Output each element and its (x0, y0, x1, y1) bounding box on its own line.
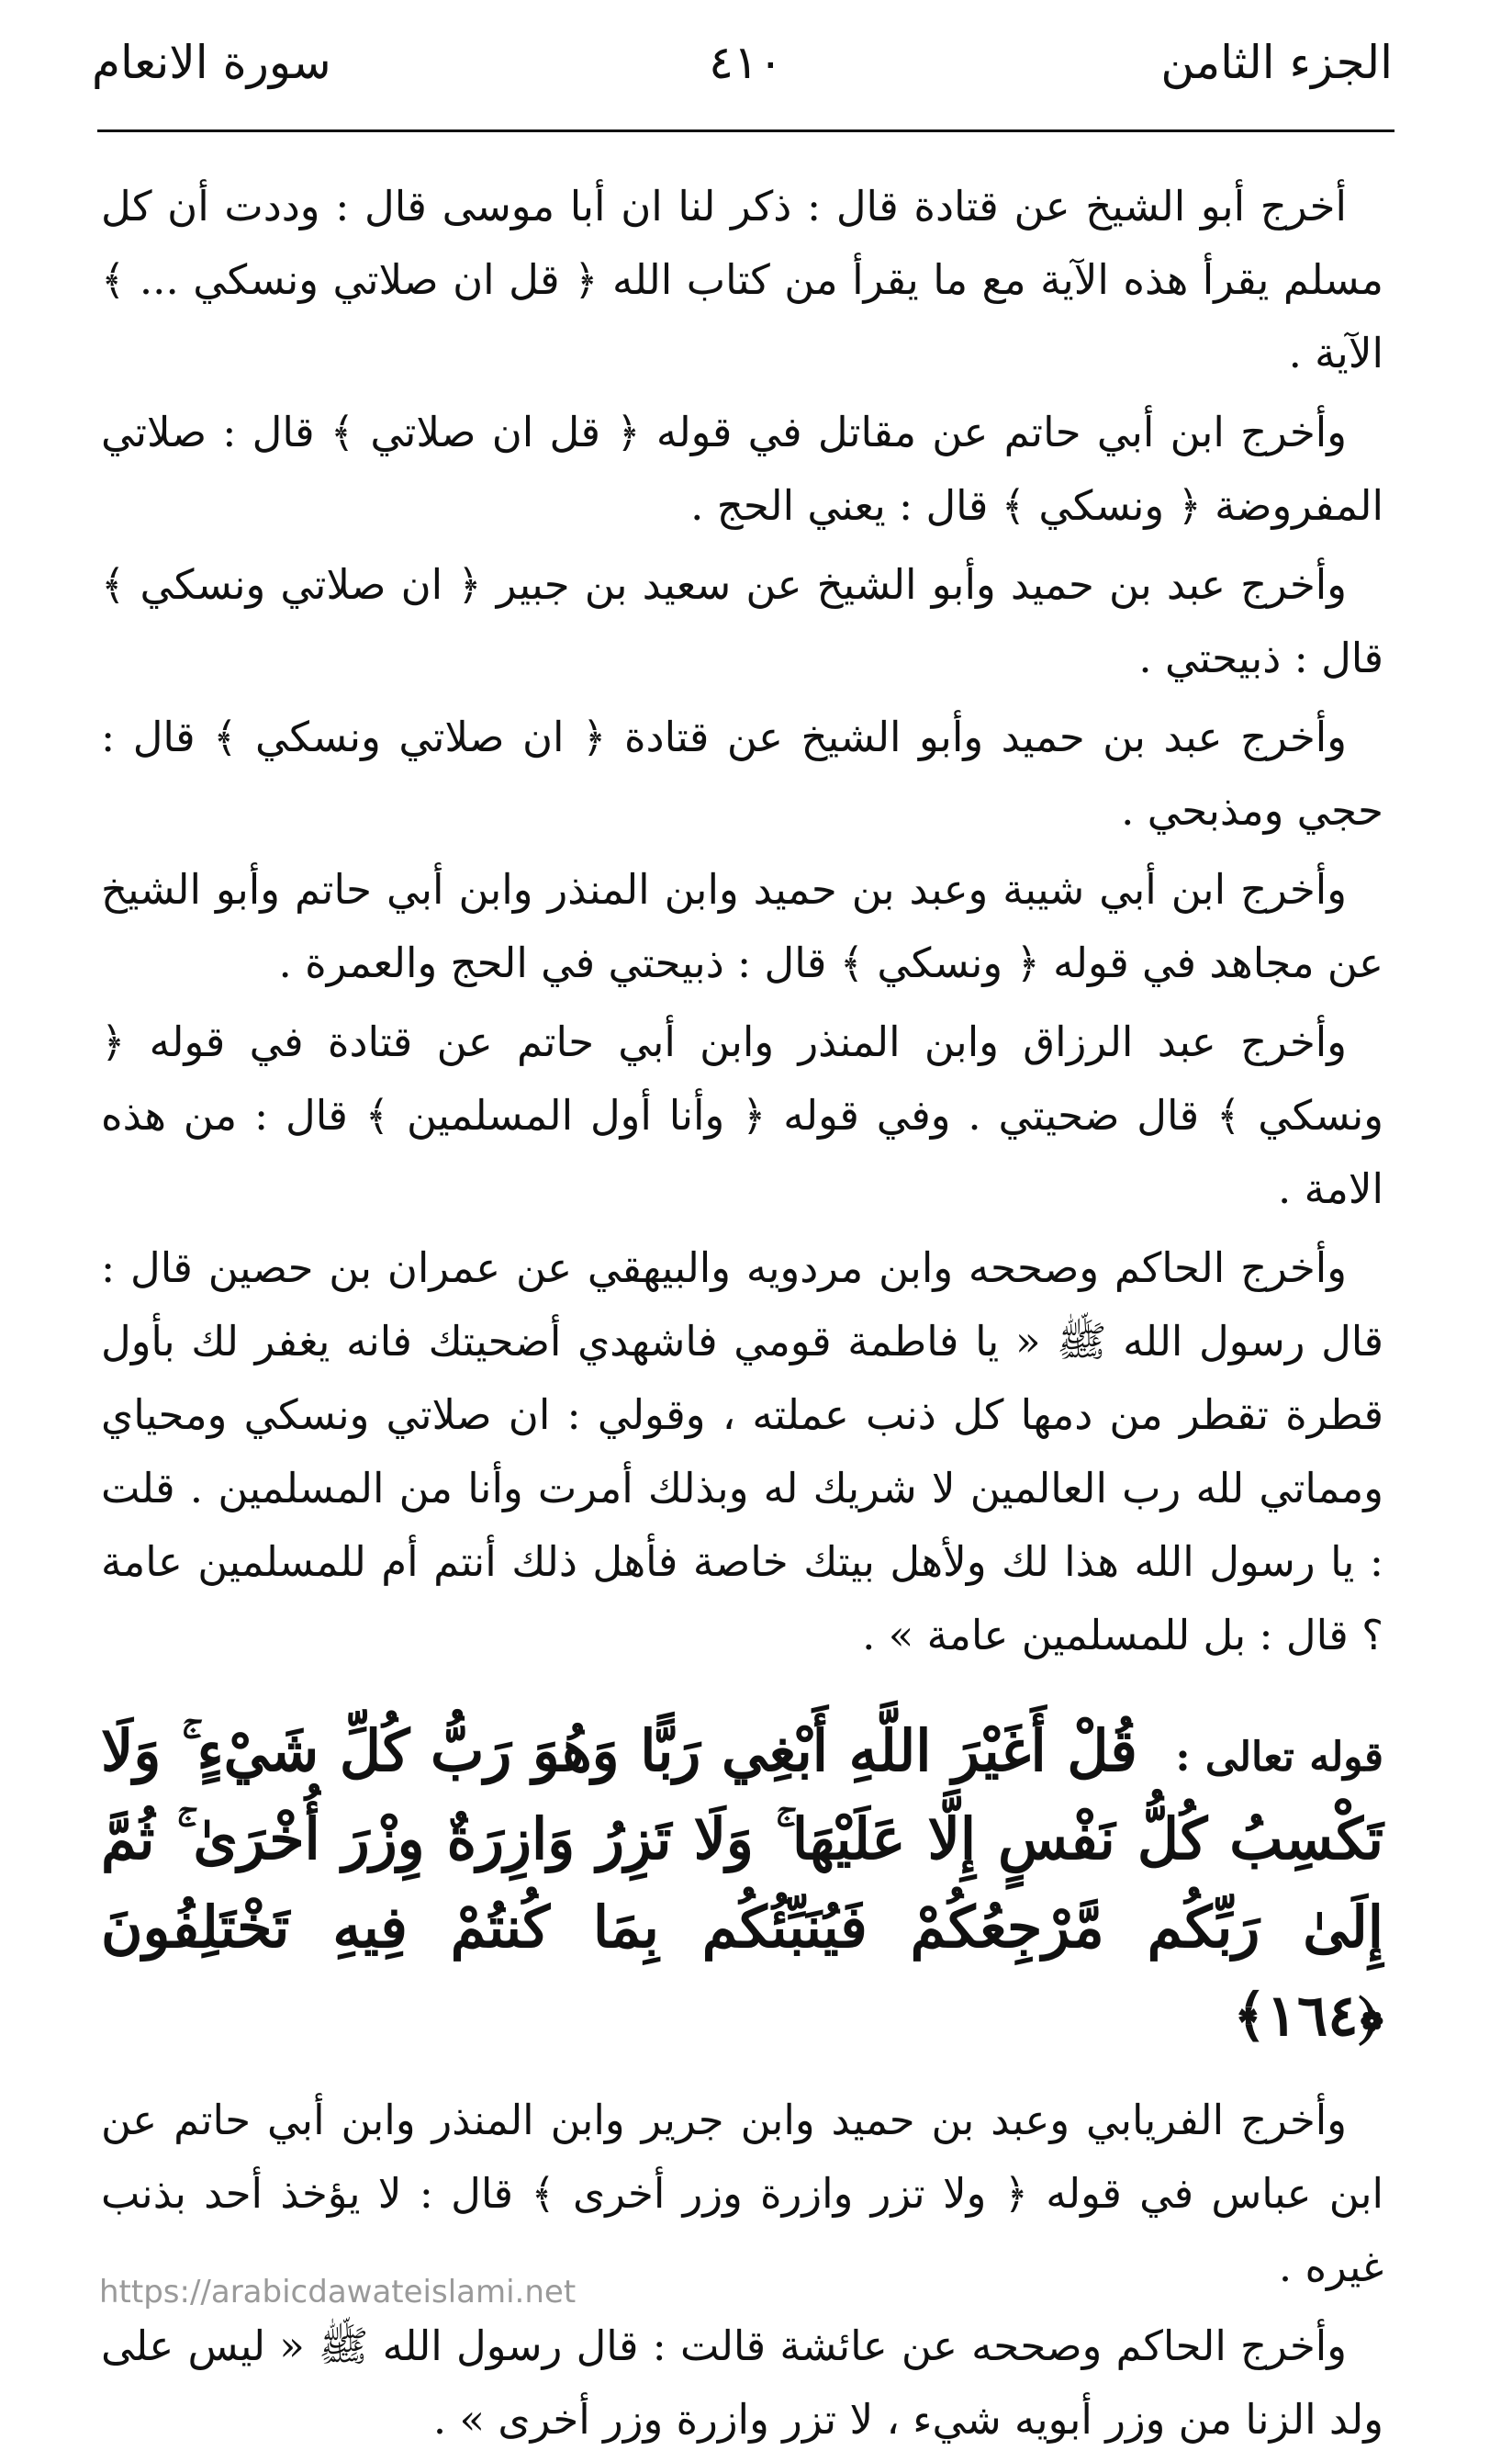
page-header (92, 26, 1393, 99)
page-body (101, 170, 1383, 2462)
paragraph: وأخرج الحاكم وصححه عن عائشة قالت : قال رسول الله ﷺ « ليس على ولد الزنا من وزر أبويه شيء ، لا تزر وازرة وزر أخرى » . (101, 2321, 1383, 2444)
watermark-url: https://arabicdawateislami.net (99, 2274, 577, 2310)
header-divider (97, 129, 1394, 132)
paragraph: وأخرج ابن أبي شيبة وعبد بن حميد وابن المنذر وابن أبي حاتم وأبو الشيخ عن مجاهد في قوله ﴿ ونسكي ﴾ قال : ذبيحتي في الحج والعمرة . (101, 865, 1383, 987)
quran-verse-text: قُلْ أَغَيْرَ اللَّهِ أَبْغِي رَبًّا وَهُوَ رَبُّ كُلِّ شَيْءٍ ۚ وَلَا تَكْسِبُ كُلُّ نَفْسٍ إِلَّا عَلَيْهَا ۚ وَلَا تَزِرُ وَازِرَةٌ وِزْرَ أُخْرَىٰ ۚ ثُمَّ إِلَىٰ رَبِّكُم مَّرْجِعُكُمْ فَيُنَبِّئُكُم بِمَا كُنتُمْ فِيهِ تَخْتَلِفُونَ ﴿١٦٤﴾ (101, 1717, 1383, 2049)
paragraph: أخرج أبو الشيخ عن قتادة قال : ذكر لنا ان أبا موسى قال : وددت أن كل مسلم يقرأ هذه الآية مع ما يقرأ من كتاب الله ﴿ قل ان صلاتي ونسكي ... ﴾ الآية . (101, 182, 1383, 377)
page-number: ٤١٠ (709, 36, 783, 89)
quran-verse-block (101, 1707, 1383, 2060)
paragraph: وأخرج الفريابي وعبد بن حميد وابن جرير وابن المنذر وابن أبي حاتم عن ابن عباس في قوله ﴿ ولا تزر وازرة وزر أخرى ﴾ قال : لا يؤخذ أحد بذنب غيره . (101, 2096, 1383, 2291)
paragraph: وأخرج عبد بن حميد وأبو الشيخ عن قتادة ﴿ ان صلاتي ونسكي ﴾ قال : حجي ومذبحي . (101, 713, 1383, 835)
paragraph: وأخرج عبد بن حميد وأبو الشيخ عن سعيد بن جبير ﴿ ان صلاتي ونسكي ﴾ قال : ذبيحتي . (101, 560, 1383, 682)
verse-intro: قوله تعالى : (1175, 1734, 1384, 1781)
paragraph: وأخرج الحاكم وصححه وابن مردويه والبيهقي عن عمران بن حصين قال : قال رسول الله ﷺ « يا فاطمة قومي فاشهدي أضحيتك فانه يغفر لك بأول قطرة تقطر من دمها كل ذنب عملته ، وقولي : ان صلاتي ونسكي ومحياي ومماتي لله رب العالمين لا شريك له وبذلك أمرت وأنا من المسلمين . قلت : يا رسول الله هذا لك ولأهل بيتك خاصة فأهل ذلك أنتم أم للمسلمين عامة ؟ قال : بل للمسلمين عامة » . (101, 1243, 1384, 1659)
surah-label: سورة الانعام (92, 36, 331, 89)
paragraph: وأخرج ابن أبي حاتم عن مقاتل في قوله ﴿ قل ان صلاتي ﴾ قال : صلاتي المفروضة ﴿ ونسكي ﴾ قال : يعني الحج . (101, 408, 1383, 530)
juz-label: الجزء الثامن (1160, 36, 1393, 89)
paragraph: وأخرج عبد الرزاق وابن المنذر وابن أبي حاتم عن قتادة في قوله ﴿ ونسكي ﴾ قال ضحيتي . وفي قوله ﴿ وأنا أول المسلمين ﴾ قال : من هذه الامة . (101, 1017, 1383, 1213)
